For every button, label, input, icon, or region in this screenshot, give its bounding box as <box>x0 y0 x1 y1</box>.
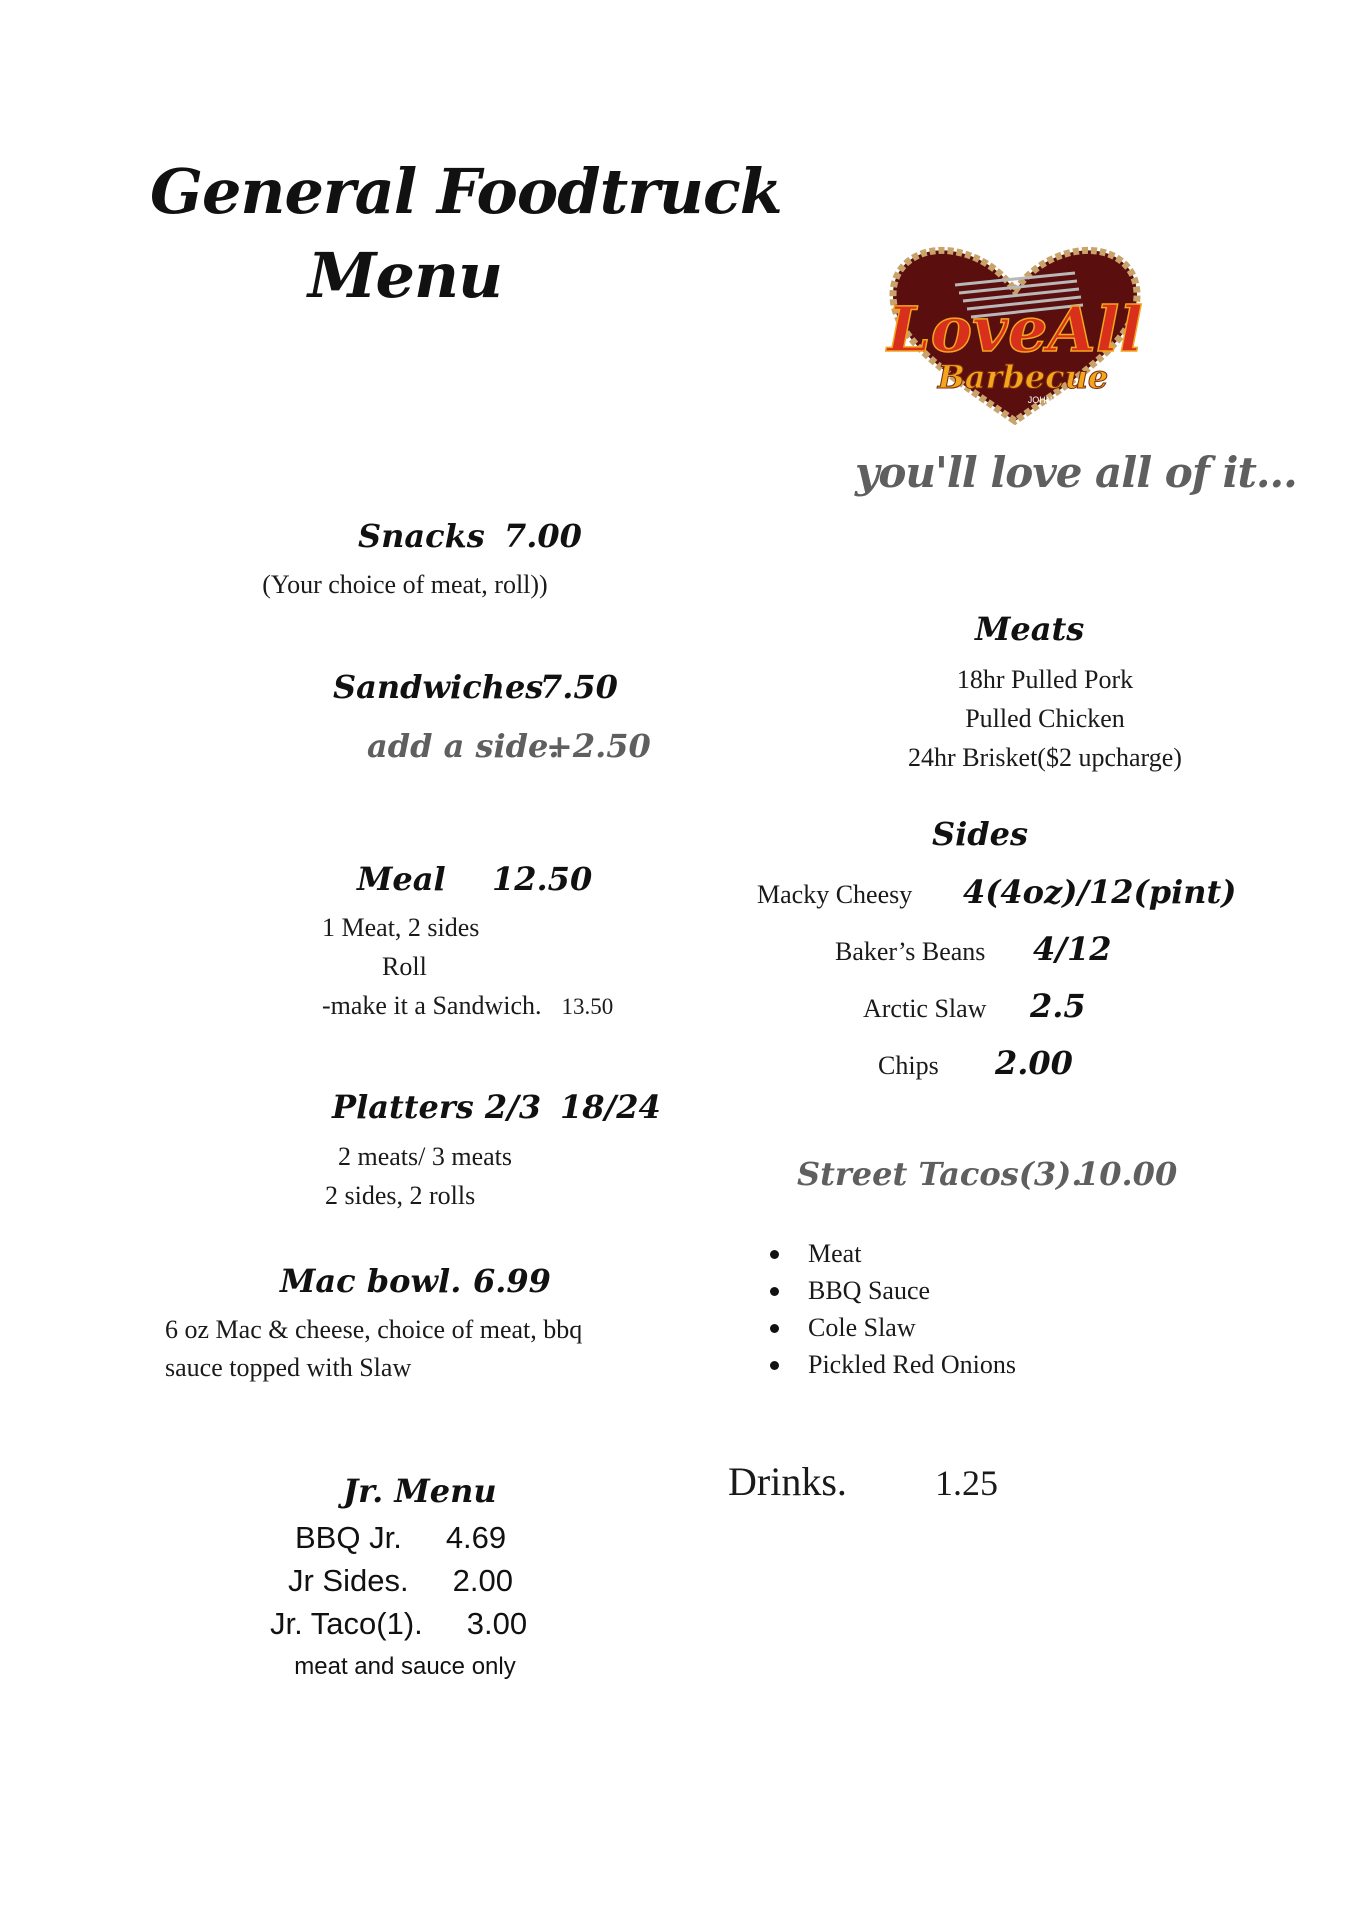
side-item-4-price: 2.00 <box>995 1044 1073 1082</box>
meat-item-3: 24hr Brisket($2 upcharge) <box>908 743 1182 772</box>
meal-price: 12.50 <box>492 860 593 898</box>
drinks-price: 1.25 <box>935 1463 998 1503</box>
sandwiches-price: 7.50 <box>540 668 618 706</box>
platters-price: 18/24 <box>560 1088 661 1126</box>
snacks-name: Snacks <box>358 517 485 555</box>
list-item: Pickled Red Onions <box>770 1346 1016 1383</box>
jr-item-3-price: 3.00 <box>466 1606 528 1641</box>
jr-item-1 <box>295 1520 506 1556</box>
jr-item-2 <box>288 1563 513 1599</box>
list-item: Meat <box>770 1235 1016 1272</box>
meal-line-2: Roll <box>382 952 427 981</box>
side-item-2-label: Baker’s Beans <box>835 937 986 966</box>
sandwiches-addon-label: add a side. <box>367 727 560 765</box>
street-tacos-list <box>770 1235 1016 1383</box>
mac-bowl-line-2: sauce topped with Slaw <box>165 1353 412 1382</box>
list-item: Cole Slaw <box>770 1309 1016 1346</box>
meats-heading: Meats <box>975 610 1085 648</box>
side-item-2-price: 4/12 <box>1033 930 1112 968</box>
meal-sandwich-label: -make it a Sandwich. <box>322 991 542 1020</box>
drinks-label: Drinks. <box>728 1459 847 1504</box>
loveall-barbecue-logo <box>885 243 1145 425</box>
meat-item-1: 18hr Pulled Pork <box>956 665 1134 694</box>
street-tacos-name: Street Tacos(3). <box>797 1155 1083 1193</box>
jr-menu-heading: Jr. Menu <box>343 1472 497 1510</box>
sandwiches-name: Sandwiches <box>333 668 544 706</box>
page-title <box>150 150 782 318</box>
title-line-2: Menu <box>307 239 503 312</box>
jr-item-2-price: 2.00 <box>452 1563 513 1598</box>
platters-line-2: 2 sides, 2 rolls <box>325 1181 476 1210</box>
jr-item-3 <box>270 1606 527 1642</box>
meal-sandwich-upgrade <box>322 991 613 1021</box>
sides-heading: Sides <box>932 815 1029 853</box>
side-item-1-label: Macky Cheesy <box>757 880 913 909</box>
jr-item-1-price: 4.69 <box>445 1520 507 1555</box>
logo-main-text: LoveAll <box>887 293 1143 366</box>
mac-bowl-name: Mac bowl. <box>280 1262 462 1300</box>
jr-menu-note: meat and sauce only <box>294 1653 516 1680</box>
meal-name: Meal <box>357 860 446 898</box>
sandwiches-addon-price: +2.50 <box>546 727 651 765</box>
street-tacos-price: 10.00 <box>1077 1155 1178 1193</box>
jr-item-2-label: Jr Sides. <box>288 1563 409 1598</box>
jr-item-3-label: Jr. Taco(1). <box>270 1606 423 1641</box>
side-item-3-label: Arctic Slaw <box>863 994 987 1023</box>
platters-line-1: 2 meats/ 3 meats <box>338 1142 513 1171</box>
side-item-3-price: 2.5 <box>1030 987 1086 1025</box>
snacks-price: 7.00 <box>504 517 582 555</box>
tagline: you'll love all of it... <box>855 448 1297 497</box>
meal-line-1: 1 Meat, 2 sides <box>322 913 480 942</box>
side-item-4-label: Chips <box>878 1051 939 1080</box>
logo-sub-text: Barbecue <box>937 358 1109 396</box>
mac-bowl-line-1: 6 oz Mac & cheese, choice of meat, bbq <box>165 1315 583 1344</box>
meat-item-2: Pulled Chicken <box>965 704 1125 733</box>
side-item-1-price: 4(4oz)/12(pint) <box>963 873 1237 911</box>
logo-verse-text: JOHN 3:16 <box>1027 395 1073 405</box>
meal-sandwich-price: 13.50 <box>561 994 614 1019</box>
list-item: BBQ Sauce <box>770 1272 1016 1309</box>
snacks-description: (Your choice of meat, roll)) <box>262 570 548 599</box>
mac-bowl-price: 6.99 <box>473 1262 551 1300</box>
platters-name: Platters 2/3 <box>332 1088 542 1126</box>
title-line-1: General Foodtruck <box>150 155 782 228</box>
jr-item-1-label: BBQ Jr. <box>295 1520 402 1555</box>
